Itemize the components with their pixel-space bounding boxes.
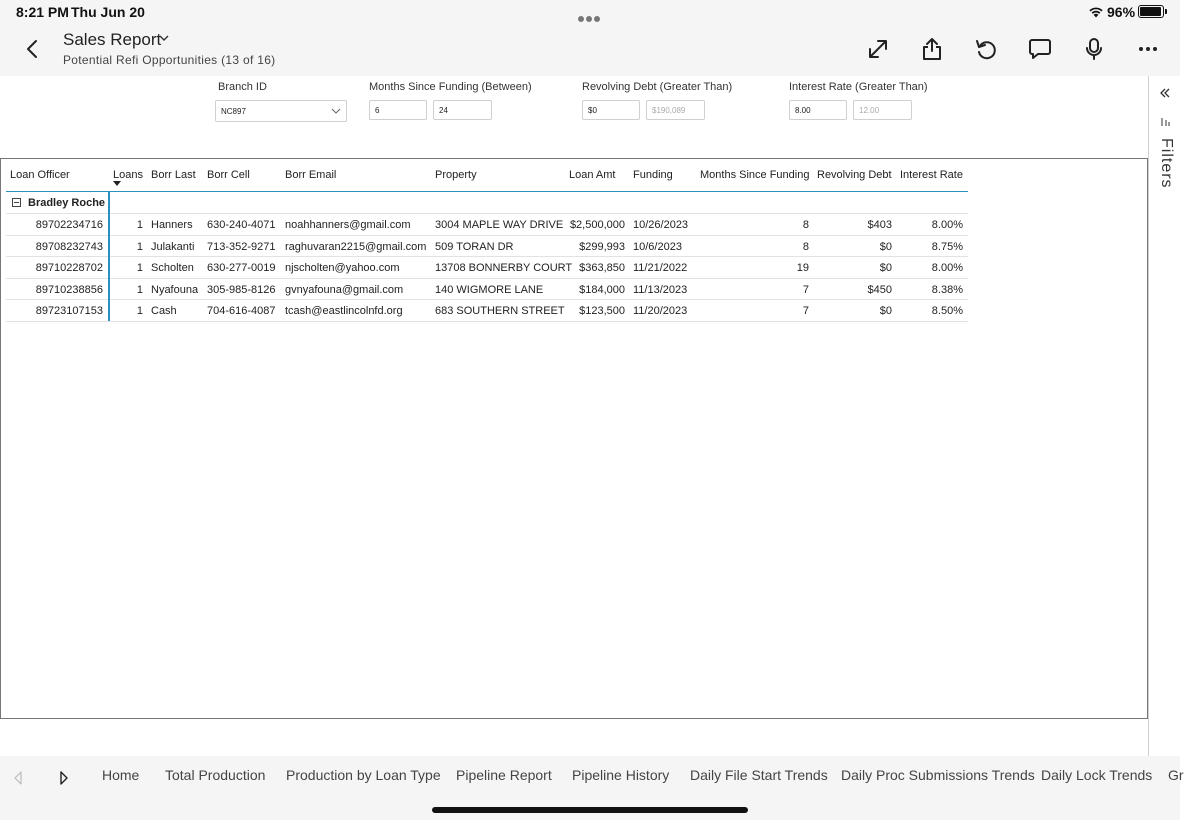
revolving-debt-min-input[interactable]: $0 [582, 100, 640, 120]
cell-loans: 1 [136, 240, 143, 253]
tab-daily-file-start-trends[interactable]: Daily File Start Trends [690, 767, 828, 783]
chevrons-left-icon[interactable] [1159, 88, 1171, 98]
status-date: Thu Jun 20 [71, 4, 145, 20]
tab-pipeline-report[interactable]: Pipeline Report [456, 767, 552, 783]
months-since-funding-max-input[interactable]: 24 [433, 100, 492, 120]
tab-production-by-loan-type[interactable]: Production by Loan Type [286, 767, 441, 783]
chevron-down-icon[interactable] [157, 33, 171, 43]
cell-months-since-funding: 19 [796, 262, 809, 275]
cell-revolving-debt: $0 [879, 305, 892, 318]
column-header-borr-last[interactable]: Borr Last [151, 169, 196, 181]
branch-id-select[interactable] [215, 100, 347, 122]
back-icon [25, 39, 39, 59]
cell-property: 13708 BONNERBY COURT [435, 262, 573, 275]
more-icon [1138, 46, 1158, 52]
revolving-debt-max-input[interactable]: $190,089 [646, 100, 705, 120]
cell-interest-rate: 8.00% [931, 262, 963, 275]
cell-loans: 1 [136, 283, 143, 296]
months-since-funding-label: Months Since Funding (Between) [369, 81, 532, 93]
months-since-funding-min-input[interactable]: 6 [369, 100, 427, 120]
previous-page-icon[interactable] [13, 770, 23, 786]
interest-rate-max-input[interactable]: 12.00 [853, 100, 912, 120]
cell-funding: 11/13/2023 [633, 283, 688, 296]
page-subtitle: Potential Refi Opportunities (13 of 16) [63, 53, 276, 67]
cell-funding: 10/26/2023 [633, 219, 689, 231]
loan-table [0, 158, 1148, 719]
interest-rate-label: Interest Rate (Greater Than) [789, 81, 928, 93]
share-icon [921, 37, 943, 61]
undo-button[interactable] [973, 36, 999, 62]
cell-funding: 11/20/2023 [633, 305, 688, 318]
cell-borr-cell: 713-352-9271 [207, 240, 276, 253]
cell-revolving-debt: $0 [879, 240, 892, 253]
column-header-months-since-funding[interactable]: Months Since Funding [700, 169, 810, 181]
chevron-down-icon [331, 107, 341, 115]
cell-loan-officer: 89702234716 [35, 219, 103, 231]
cell-loan-officer: 89710238856 [35, 283, 103, 296]
microphone-icon [1084, 37, 1104, 61]
cell-months-since-funding: 8 [802, 219, 809, 231]
cell-months-since-funding: 7 [802, 283, 809, 296]
column-header-property[interactable]: Property [435, 169, 477, 181]
next-page-icon[interactable] [59, 770, 69, 786]
column-header-loans[interactable]: Loans [113, 169, 143, 181]
wifi-icon [1088, 5, 1104, 18]
cell-loan-amt: $184,000 [579, 283, 625, 296]
cell-property: 683 SOUTHERN STREET [435, 305, 565, 318]
home-indicator[interactable] [432, 807, 748, 813]
status-bar [0, 0, 1180, 24]
back-button[interactable] [20, 36, 44, 62]
microphone-button[interactable] [1081, 36, 1107, 62]
interest-rate-min-input[interactable]: 8.00 [789, 100, 847, 120]
cell-borr-cell: 630-240-4071 [207, 219, 276, 231]
cell-loan-amt: $363,850 [579, 262, 625, 275]
cell-borr-email: njscholten@yahoo.com [285, 262, 400, 275]
filters-pane-label[interactable]: Filters [1158, 138, 1175, 189]
column-header-interest-rate[interactable]: Interest Rate [900, 169, 963, 181]
cell-property: 509 TORAN DR [435, 240, 514, 253]
filters-pane [1148, 76, 1180, 756]
cell-borr-last: Julakanti [151, 240, 195, 253]
cell-borr-cell: 630-277-0019 [207, 262, 276, 275]
tab-daily-proc-submissions-trends[interactable]: Daily Proc Submissions Trends [841, 767, 1035, 783]
tab-pipeline-history[interactable]: Pipeline History [572, 767, 670, 783]
cell-months-since-funding: 7 [802, 305, 809, 318]
cell-borr-email: tcash@eastlincolnfd.org [285, 305, 403, 318]
cell-property: 140 WIGMORE LANE [435, 283, 544, 296]
expand-button[interactable] [865, 36, 891, 62]
branch-id-label: Branch ID [218, 81, 267, 93]
battery-icon [1138, 5, 1164, 18]
header-bar [0, 24, 1180, 76]
page-title[interactable]: Sales Report [63, 30, 162, 49]
cell-interest-rate: 8.00% [931, 219, 963, 231]
cell-loan-amt: $299,993 [579, 240, 625, 253]
tab-total-production[interactable]: Total Production [165, 767, 266, 783]
table-row[interactable] [6, 300, 968, 322]
cell-borr-cell: 704-616-4087 [207, 305, 276, 318]
cell-borr-last: Hanners [151, 219, 193, 231]
cell-months-since-funding: 8 [802, 240, 809, 253]
cell-borr-last: Scholten [151, 262, 194, 275]
table-row[interactable] [6, 279, 968, 301]
table-row[interactable] [6, 214, 968, 236]
table-row[interactable] [6, 257, 968, 279]
cell-borr-email: noahhanners@gmail.com [285, 219, 411, 231]
battery-percent: 96% [1107, 4, 1136, 20]
expand-icon [867, 38, 889, 60]
cell-revolving-debt: $0 [879, 262, 892, 275]
cell-funding: 10/6/2023 [633, 240, 682, 253]
undo-icon [974, 37, 998, 61]
filter-bar [0, 76, 1148, 158]
cell-loan-amt: $2,500,000 [569, 219, 625, 231]
share-button[interactable] [919, 36, 945, 62]
column-header-loan-amt[interactable]: Loan Amt [569, 169, 616, 181]
branch-id-value: NC897 [221, 107, 246, 116]
column-header-borr-email[interactable]: Borr Email [285, 169, 337, 181]
cell-revolving-debt: $403 [867, 219, 892, 231]
cell-borr-last: Nyafouna [151, 283, 199, 296]
cell-loan-officer: 89723107153 [35, 305, 103, 318]
cell-borr-email: gvnyafouna@gmail.com [285, 283, 404, 296]
cell-borr-last: Cash [151, 305, 177, 318]
tab-gr[interactable]: Gr [1168, 767, 1184, 783]
column-header-funding[interactable]: Funding [633, 169, 673, 181]
page-tabs [0, 756, 1184, 820]
cell-interest-rate: 8.50% [931, 305, 963, 318]
tab-home[interactable]: Home [102, 767, 140, 783]
cell-loans: 1 [136, 262, 143, 275]
cell-loan-officer: 89710228702 [35, 262, 103, 275]
cell-loan-amt: $123,500 [579, 305, 625, 318]
cell-interest-rate: 8.38% [931, 283, 963, 296]
cell-loans: 1 [136, 305, 143, 318]
column-header-loan-officer[interactable]: Loan Officer [10, 169, 70, 181]
row-header-divider [108, 191, 110, 321]
group-name: Bradley Roche [28, 197, 106, 209]
comment-button[interactable] [1027, 36, 1053, 62]
group-row [6, 192, 968, 214]
multitasking-dots-icon[interactable] [578, 9, 602, 15]
column-header-revolving-debt[interactable]: Revolving Debt [817, 169, 892, 181]
collapse-icon[interactable] [12, 198, 21, 207]
cell-loans: 1 [136, 219, 143, 231]
column-header-borr-cell[interactable]: Borr Cell [207, 169, 250, 181]
more-button[interactable] [1135, 36, 1161, 62]
table-row[interactable] [6, 236, 968, 258]
sort-descending-icon[interactable] [113, 181, 121, 186]
cell-revolving-debt: $450 [867, 283, 892, 296]
tab-daily-lock-trends[interactable]: Daily Lock Trends [1041, 767, 1153, 783]
comment-icon [1028, 38, 1052, 60]
cell-funding: 11/21/2022 [633, 262, 688, 275]
revolving-debt-label: Revolving Debt (Greater Than) [582, 81, 733, 93]
cell-interest-rate: 8.75% [931, 240, 963, 253]
filter-icon[interactable] [1160, 116, 1170, 128]
cell-borr-cell: 305-985-8126 [207, 283, 276, 296]
cell-property: 3004 MAPLE WAY DRIVE [435, 219, 564, 231]
cell-borr-email: raghuvaran2215@gmail.com [285, 240, 427, 253]
cell-loan-officer: 89708232743 [35, 240, 103, 253]
status-time: 8:21 PM [16, 4, 69, 20]
